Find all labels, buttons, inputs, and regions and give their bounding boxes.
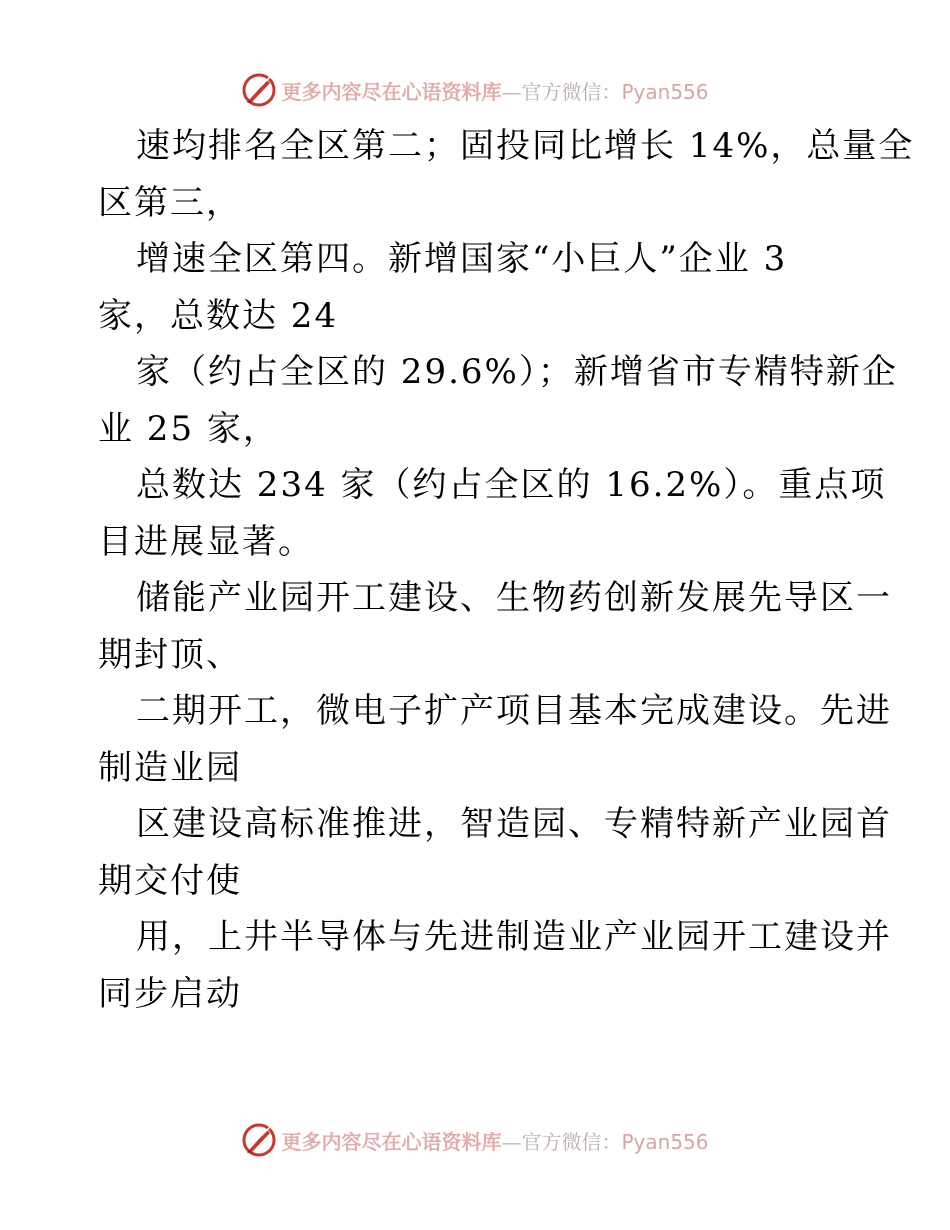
watermark-text [281,76,708,105]
document-body [98,118,915,1022]
watermark-brand: 更多内容尽在心语资料库 [281,79,502,104]
text-line-9: 储能产业园开工建设、生物药创新发展先导区一 [136,578,892,618]
text-line-4: 家，总数达 24 [98,295,339,336]
watermark-separator: — [501,1129,522,1154]
watermark-separator: — [501,79,522,104]
text-line-15: 用，上井半导体与先进制造业产业园开工建设并 [136,917,892,957]
quill-pen-logo-icon [241,72,277,108]
text-line-5: 家（约占全区的 29.6%）；新增省市专精特新企 [136,352,898,392]
watermark-wechat-label: 官方微信： [521,79,622,104]
header-watermark [0,68,950,112]
text-line-12: 制造业园 [98,747,242,788]
text-line-16: 同步启动 [98,973,242,1014]
watermark-brand: 更多内容尽在心语资料库 [281,1129,502,1154]
text-line-10: 期封顶、 [98,634,242,675]
text-line-8: 目进展显著。 [98,521,314,562]
watermark-wechat-label: 官方微信： [521,1129,622,1154]
watermark-wechat-id: Pyan556 [621,79,709,104]
watermark-text [281,1126,708,1155]
text-line-14: 期交付使 [98,860,242,901]
text-line-13: 区建设高标准推进，智造园、专精特新产业园首 [136,804,892,844]
text-line-7: 总数达 234 家（约占全区的 16.2%）。重点项 [136,465,887,505]
quill-pen-logo-icon [241,1122,277,1158]
text-line-1: 速均排名全区第二；固投同比增长 14%，总量全 [136,126,915,166]
text-line-6: 业 25 家， [98,408,279,449]
text-line-11: 二期开工，微电子扩产项目基本完成建设。先进 [136,691,892,731]
footer-watermark [0,1118,950,1162]
watermark-wechat-id: Pyan556 [621,1129,709,1154]
text-line-3: 增速全区第四。新增国家“小巨人”企业 3 [136,239,788,279]
text-line-2: 区第三， [98,182,242,223]
